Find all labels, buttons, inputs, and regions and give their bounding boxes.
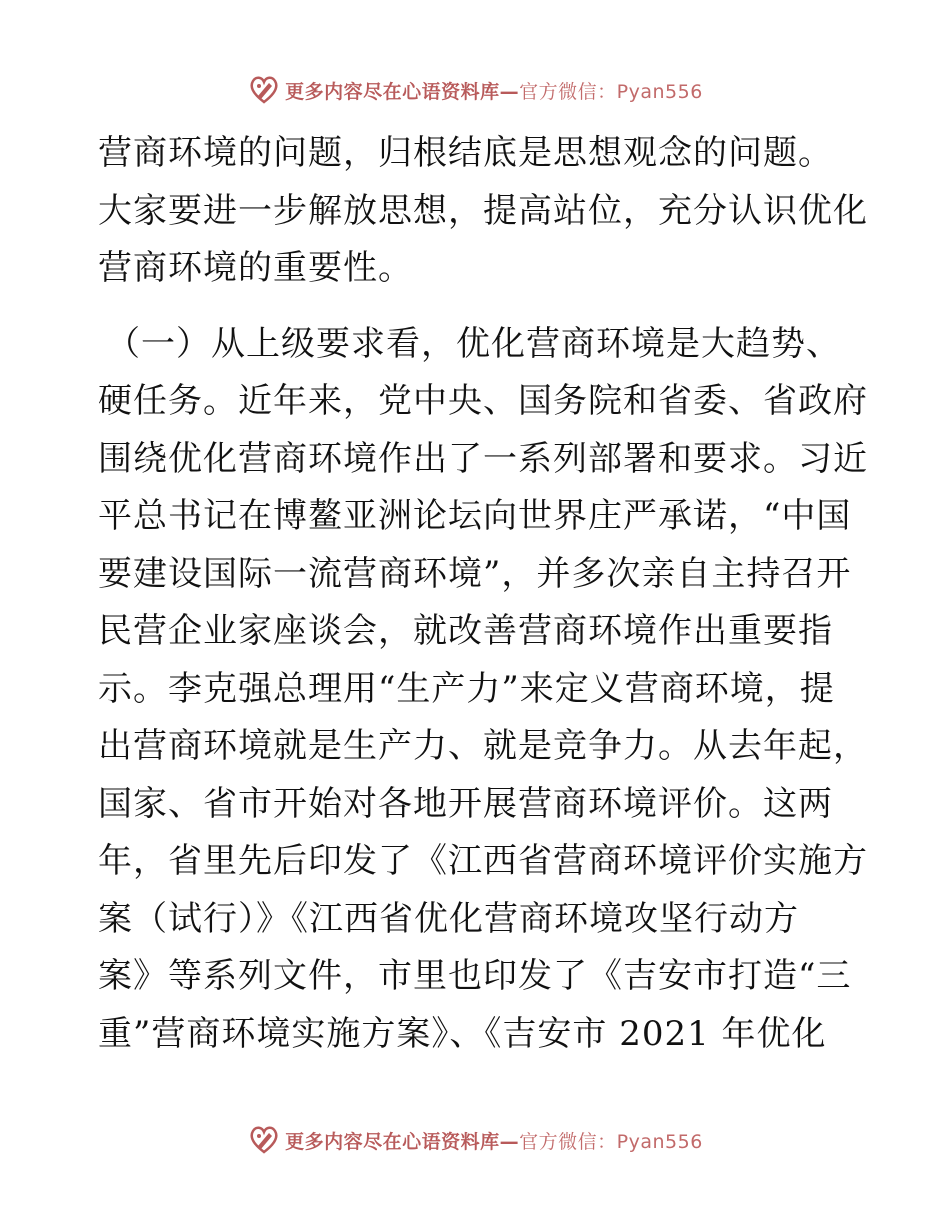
banner-text xyxy=(285,1127,703,1154)
text-line: 围绕优化营商环境作出了一系列部署和要求。习近 xyxy=(98,438,868,479)
text-line: 要建设国际一流营商环境”，并多次亲自主持召开 xyxy=(98,553,852,594)
banner-main-text: 更多内容尽在心语资料库— xyxy=(285,80,520,103)
text-line: 硬任务。近年来，党中央、国务院和省委、省政府 xyxy=(98,381,868,421)
text-line: 民营企业家座谈会，就改善营商环境作出重要指 xyxy=(98,611,833,651)
text-line: 大家要进一步解放思想，提高站位，充分认识优化 xyxy=(98,190,868,231)
text-line: 年，省里先后印发了《江西省营商环境评价实施方 xyxy=(98,841,868,881)
heart-pen-logo-icon xyxy=(247,1123,281,1157)
footer-banner xyxy=(0,1120,950,1160)
banner-wechat-text: 官方微信：Pyan556 xyxy=(519,1130,703,1153)
header-banner xyxy=(0,70,950,110)
text-line: 案（试行）》《江西省优化营商环境攻坚行动方 xyxy=(98,898,799,939)
document-body xyxy=(98,125,868,1063)
paragraph-gap xyxy=(98,298,858,316)
text-line: 重”营商环境实施方案》、《吉安市 2021 年优化 xyxy=(98,1013,827,1054)
text-line: （一）从上级要求看，优化营商环境是大趋势、 xyxy=(106,323,841,364)
paragraph xyxy=(98,316,868,1064)
paragraph xyxy=(98,125,868,298)
text-line: 示。李克强总理用“生产力”来定义营商环境，提 xyxy=(98,668,835,709)
text-line: 出营商环境就是生产力、就是竞争力。从去年起， xyxy=(98,726,868,766)
text-line: 案》等系列文件，市里也印发了《吉安市打造“三 xyxy=(98,956,852,996)
text-line: 营商环境的重要性。 xyxy=(98,248,413,288)
banner-text xyxy=(285,77,703,104)
text-line: 平总书记在博鳌亚洲论坛向世界庄严承诺，“中国 xyxy=(98,496,852,536)
banner-wechat-text: 官方微信：Pyan556 xyxy=(519,80,703,103)
text-line: 国家、省市开始对各地开展营商环境评价。这两 xyxy=(98,783,833,824)
text-line: 营商环境的问题，归根结底是思想观念的问题。 xyxy=(98,133,833,173)
banner-main-text: 更多内容尽在心语资料库— xyxy=(285,1130,520,1153)
heart-pen-logo-icon xyxy=(247,73,281,107)
